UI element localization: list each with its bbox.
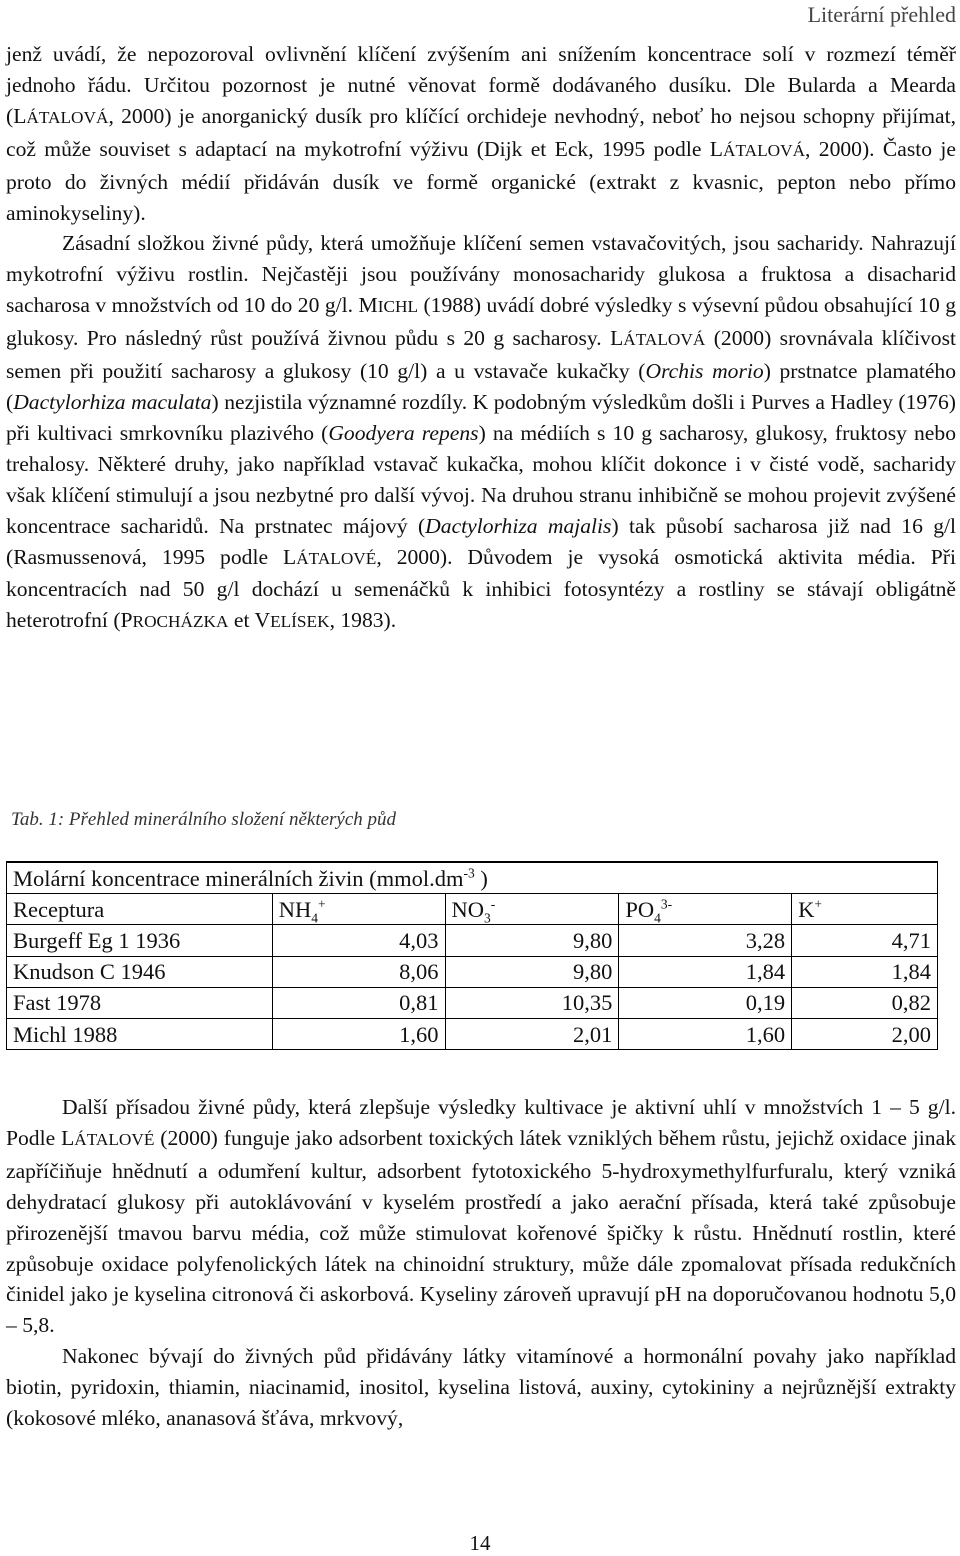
- header-k: K+: [792, 894, 938, 925]
- cell-nh4: 0,81: [272, 987, 445, 1018]
- table-row: [7, 1018, 938, 1049]
- paragraph-activated-charcoal: Další přísadou živné půdy, která zlepšuje výsledky kultivace je aktivní uhlí v množstvích 1 – 5 g/l. Podle LÁTALOVÉ (2000) funguje jako adsorbent toxických látek vzniklých během růstu, jejichž oxidace jinak zapříčiňuje hnědnutí a odumření kultur, adsorbent fytotoxického 5-hydroxymethylfurfuralu, který vzniká dehydratací glukosy při autoklávování v kyselém prostředí a jako aerační přísada, která také způsobuje přirozenější tmavou barvu média, což může stimulovat kořenové špičky k růstu. Hnědnutí rostlin, které způsobuje oxidace polyfenolických látek na chinoidní struktury, může dále zpomalovat přísada redukčních činidel jako je kyselina citronová či askorbová. Kyseliny zároveň upravují pH na doporučovanou hodnotu 5,0 – 5,8.: [6, 1095, 956, 1338]
- table-header-row: [7, 894, 938, 925]
- body-text-bottom: [6, 1092, 956, 1434]
- mineral-composition-table: [6, 861, 938, 1050]
- cell-k: 2,00: [792, 1018, 938, 1049]
- cell-name: Burgeff Eg 1 1936: [7, 925, 273, 956]
- cell-k: 1,84: [792, 956, 938, 987]
- cell-no3: 9,80: [445, 956, 619, 987]
- table-row: [7, 956, 938, 987]
- cell-nh4: 4,03: [272, 925, 445, 956]
- cell-po4: 0,19: [619, 987, 792, 1018]
- header-nh4: $NH_4^+$: [272, 894, 445, 925]
- cell-po4: 1,84: [619, 956, 792, 987]
- paragraph-nitrogen: jenž uvádí, že nepozoroval ovlivnění klíčení zvýšením ani snížením koncentrace solí v rozmezí téměř jednoho řádu. Určitou pozornost je nutné věnovat formě dodávaného dusíku. Dle Bularda a Mearda (LÁTALOVÁ, 2000) je anorganický dusík pro klíčící orchideje nevhodný, neboť ho nejsou schopny přijímat, což může souviset s adaptací na mykotrofní výživu (Dijk et Eck, 1995 podle LÁTALOVÁ, 2000). Často je proto do živných médií přidáván dusík ve formě organické (extrakt z kvasnic, pepton nebo přímo aminokyseliny).: [6, 42, 956, 225]
- cell-no3: 10,35: [445, 987, 619, 1018]
- table-row: [7, 925, 938, 956]
- table-row: [7, 987, 938, 1018]
- header-po4: $PO_4^{3-}$: [619, 894, 792, 925]
- cell-k: 4,71: [792, 925, 938, 956]
- cell-k: 0,82: [792, 987, 938, 1018]
- table-caption: Tab. 1: Přehled minerálního složení některých půd: [11, 809, 397, 830]
- paragraph-saccharides: Zásadní složkou živné půdy, která umožňuje klíčení semen vstavačovitých, jsou sacharidy. Nahrazují mykotrofní výživu rostlin. Nejčastěji jsou používány monosacharidy glukosa a fruktosa a disacharid sacharosa v množstvích od 10 do 20 g/l. MICHL (1988) uvádí dobré výsledky s výsevní půdou obsahující 10 g glukosy. Pro následný růst používá živnou půdu s 20 g sacharosy. LÁTALOVÁ (2000) srovnávala klíčivost semen při použití sacharosy a glukosy (10 g/l) a u vstavače kukačky (Orchis morio) prstnatce plamatého (Dactylorhiza maculata) nezjistila významné rozdíly. K podobným výsledkům došli i Purves a Hadley (1976) při kultivaci smrkovníku plazivého (Goodyera repens) na médiích s 10 g sacharosy, glukosy, fruktosy nebo trehalosy. Některé druhy, jako například vstavač kukačka, mohou klíčit dokonce i v čisté vodě, sacharidy však klíčení stimulují a jsou nezbytné pro další vývoj. Na druhou stranu inhibičně se mohou projevit zvýšené koncentrace sacharidů. Na prstnatec májový (Dactylorhiza majalis) tak působí sacharosa již nad 16 g/l (Rasmussenová, 1995 podle LÁTALOVÉ, 2000). Důvodem je vysoká osmotická aktivita média. Při koncentracích nad 50 g/l dochází u semenáčků k inhibici fotosyntézy a rostliny se stávají obligátně heterotrofní (PROCHÁZKA et VELÍSEK, 1983).: [6, 231, 957, 633]
- cell-name: Fast 1978: [7, 987, 273, 1018]
- body-text-top: [6, 39, 956, 638]
- page-number: 14: [469, 1531, 491, 1555]
- paragraph-vitamins: Nakonec bývají do živných půd přidávány látky vitamínové a hormonální povahy jako například biotin, pyridoxin, thiamin, niacinamid, inositol, kyselina listová, auxiny, cytokininy a nejrůznější extrakty (kokosové mléko, ananasová šťáva, mrkvový,: [6, 1344, 956, 1431]
- cell-po4: 3,28: [619, 925, 792, 956]
- cell-no3: 9,80: [445, 925, 619, 956]
- header-no3: $NO_3^-$: [445, 894, 619, 925]
- cell-nh4: 8,06: [272, 956, 445, 987]
- running-header: Literární přehled: [807, 2, 956, 27]
- table-title-row: [7, 862, 938, 894]
- table-title: Molární koncentrace minerálních živin ($mmol.dm^{-3}$ ): [7, 862, 938, 894]
- cell-po4: 1,60: [619, 1018, 792, 1049]
- header-recipe: Receptura: [7, 894, 273, 925]
- cell-name: Knudson C 1946: [7, 956, 273, 987]
- cell-nh4: 1,60: [272, 1018, 445, 1049]
- cell-no3: 2,01: [445, 1018, 619, 1049]
- cell-name: Michl 1988: [7, 1018, 273, 1049]
